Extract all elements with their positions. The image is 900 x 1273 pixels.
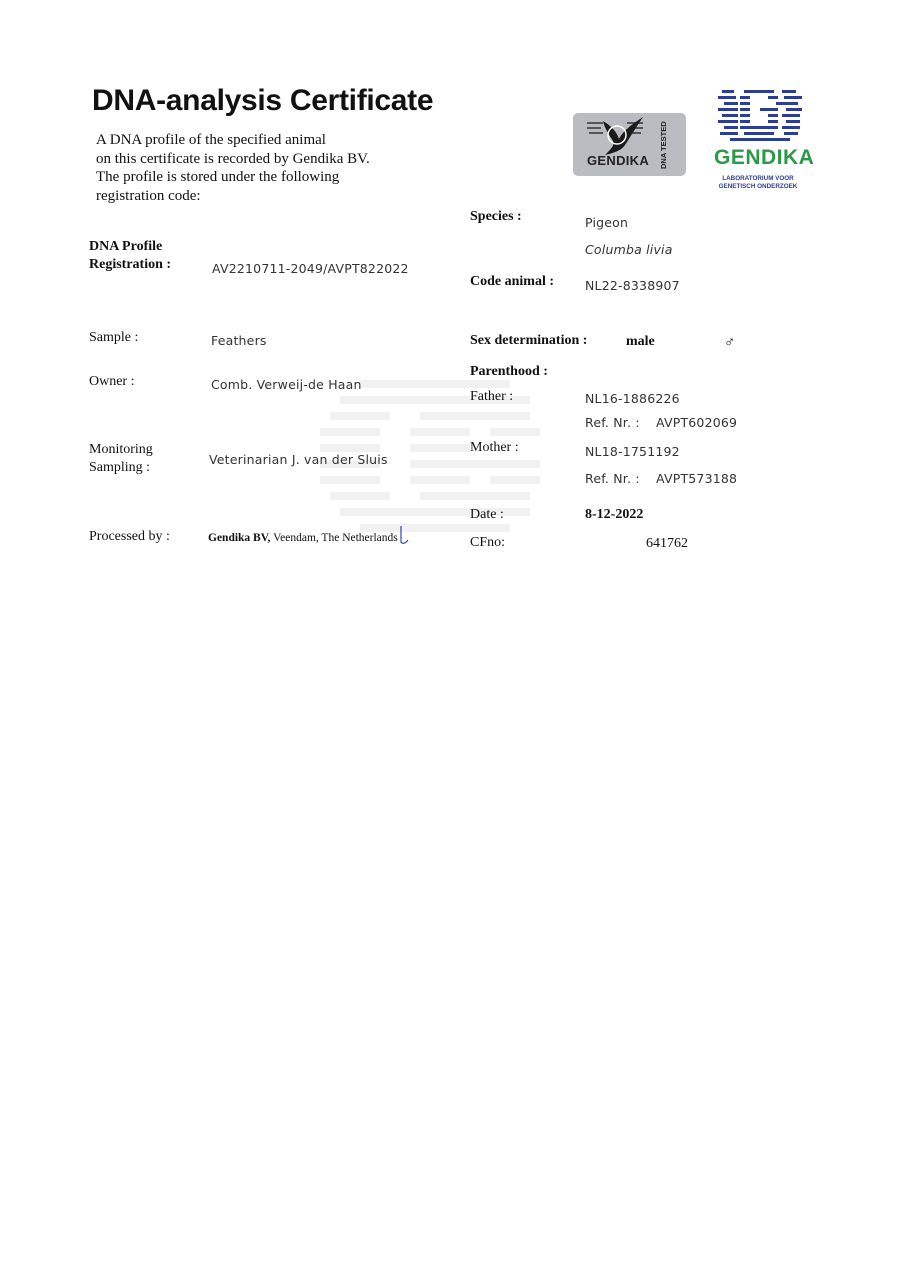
father-ref-value: AVPT602069 xyxy=(656,415,738,430)
cfno-value: 641762 xyxy=(646,536,688,551)
sampling-label: Sampling : xyxy=(89,460,151,475)
parenthood-label: Parenthood : xyxy=(470,364,548,379)
registration-value: AV2210711-2049/AVPT822022 xyxy=(212,261,409,276)
code-animal-label: Code animal : xyxy=(470,274,554,289)
sex-determination-label: Sex determination : xyxy=(470,333,588,348)
intro-line: registration code: xyxy=(96,187,201,204)
mother-label: Mother : xyxy=(470,440,519,455)
father-label: Father : xyxy=(470,389,514,404)
page-title: DNA-analysis Certificate xyxy=(92,84,434,117)
sample-value: Feathers xyxy=(211,333,267,348)
dna-tested-badge xyxy=(573,113,686,176)
cfno-label: CFno: xyxy=(470,535,506,550)
badge-tested-label: DNA TESTED xyxy=(659,121,668,169)
intro-text xyxy=(96,131,370,205)
species-latin-value: Columba livia xyxy=(585,242,673,257)
mother-ref-value: AVPT573188 xyxy=(656,471,738,486)
father-value: NL16-1886226 xyxy=(585,391,680,406)
logo-wordmark: GENDIKA xyxy=(714,146,815,169)
intro-line: The profile is stored under the following xyxy=(96,169,340,185)
intro-line: A DNA profile of the specified animal xyxy=(96,132,326,148)
date-value: 8-12-2022 xyxy=(585,507,644,522)
intro-line: on this certificate is recorded by Gendika BV. xyxy=(96,150,370,167)
logo-subtitle-line: GENETISCH ONDERZOEK xyxy=(718,182,798,190)
species-label: Species : xyxy=(470,209,522,224)
date-label: Date : xyxy=(470,507,504,522)
processed-value xyxy=(208,532,398,544)
logo-subtitle xyxy=(713,175,803,190)
male-symbol-icon: ♂ xyxy=(724,334,736,351)
owner-label: Owner : xyxy=(89,374,135,389)
monitoring-value: Veterinarian J. van der Sluis xyxy=(209,452,388,467)
sex-value: male xyxy=(626,334,655,349)
badge-name: GENDIKA xyxy=(587,153,650,168)
monitoring-label: Monitoring xyxy=(89,442,153,457)
processed-company: Gendika BV, xyxy=(208,532,271,544)
dna-profile-label: DNA Profile xyxy=(89,239,163,254)
father-ref-label: Ref. Nr. : xyxy=(585,415,640,430)
registration-label: Registration : xyxy=(89,257,172,272)
owner-value: Comb. Verweij-de Haan xyxy=(211,377,362,392)
logo-subtitle-line: LABORATORIUM VOOR xyxy=(722,175,794,182)
species-common-value: Pigeon xyxy=(585,215,629,230)
sample-label: Sample : xyxy=(89,330,139,345)
code-animal-value: NL22-8338907 xyxy=(585,278,680,293)
mother-ref-label: Ref. Nr. : xyxy=(585,471,640,486)
processed-location: Veendam, The Netherlands xyxy=(270,532,398,544)
gendika-logo-icon xyxy=(716,88,804,144)
signature-mark xyxy=(396,524,412,548)
processed-label: Processed by : xyxy=(89,529,170,544)
mother-value: NL18-1751192 xyxy=(585,444,680,459)
